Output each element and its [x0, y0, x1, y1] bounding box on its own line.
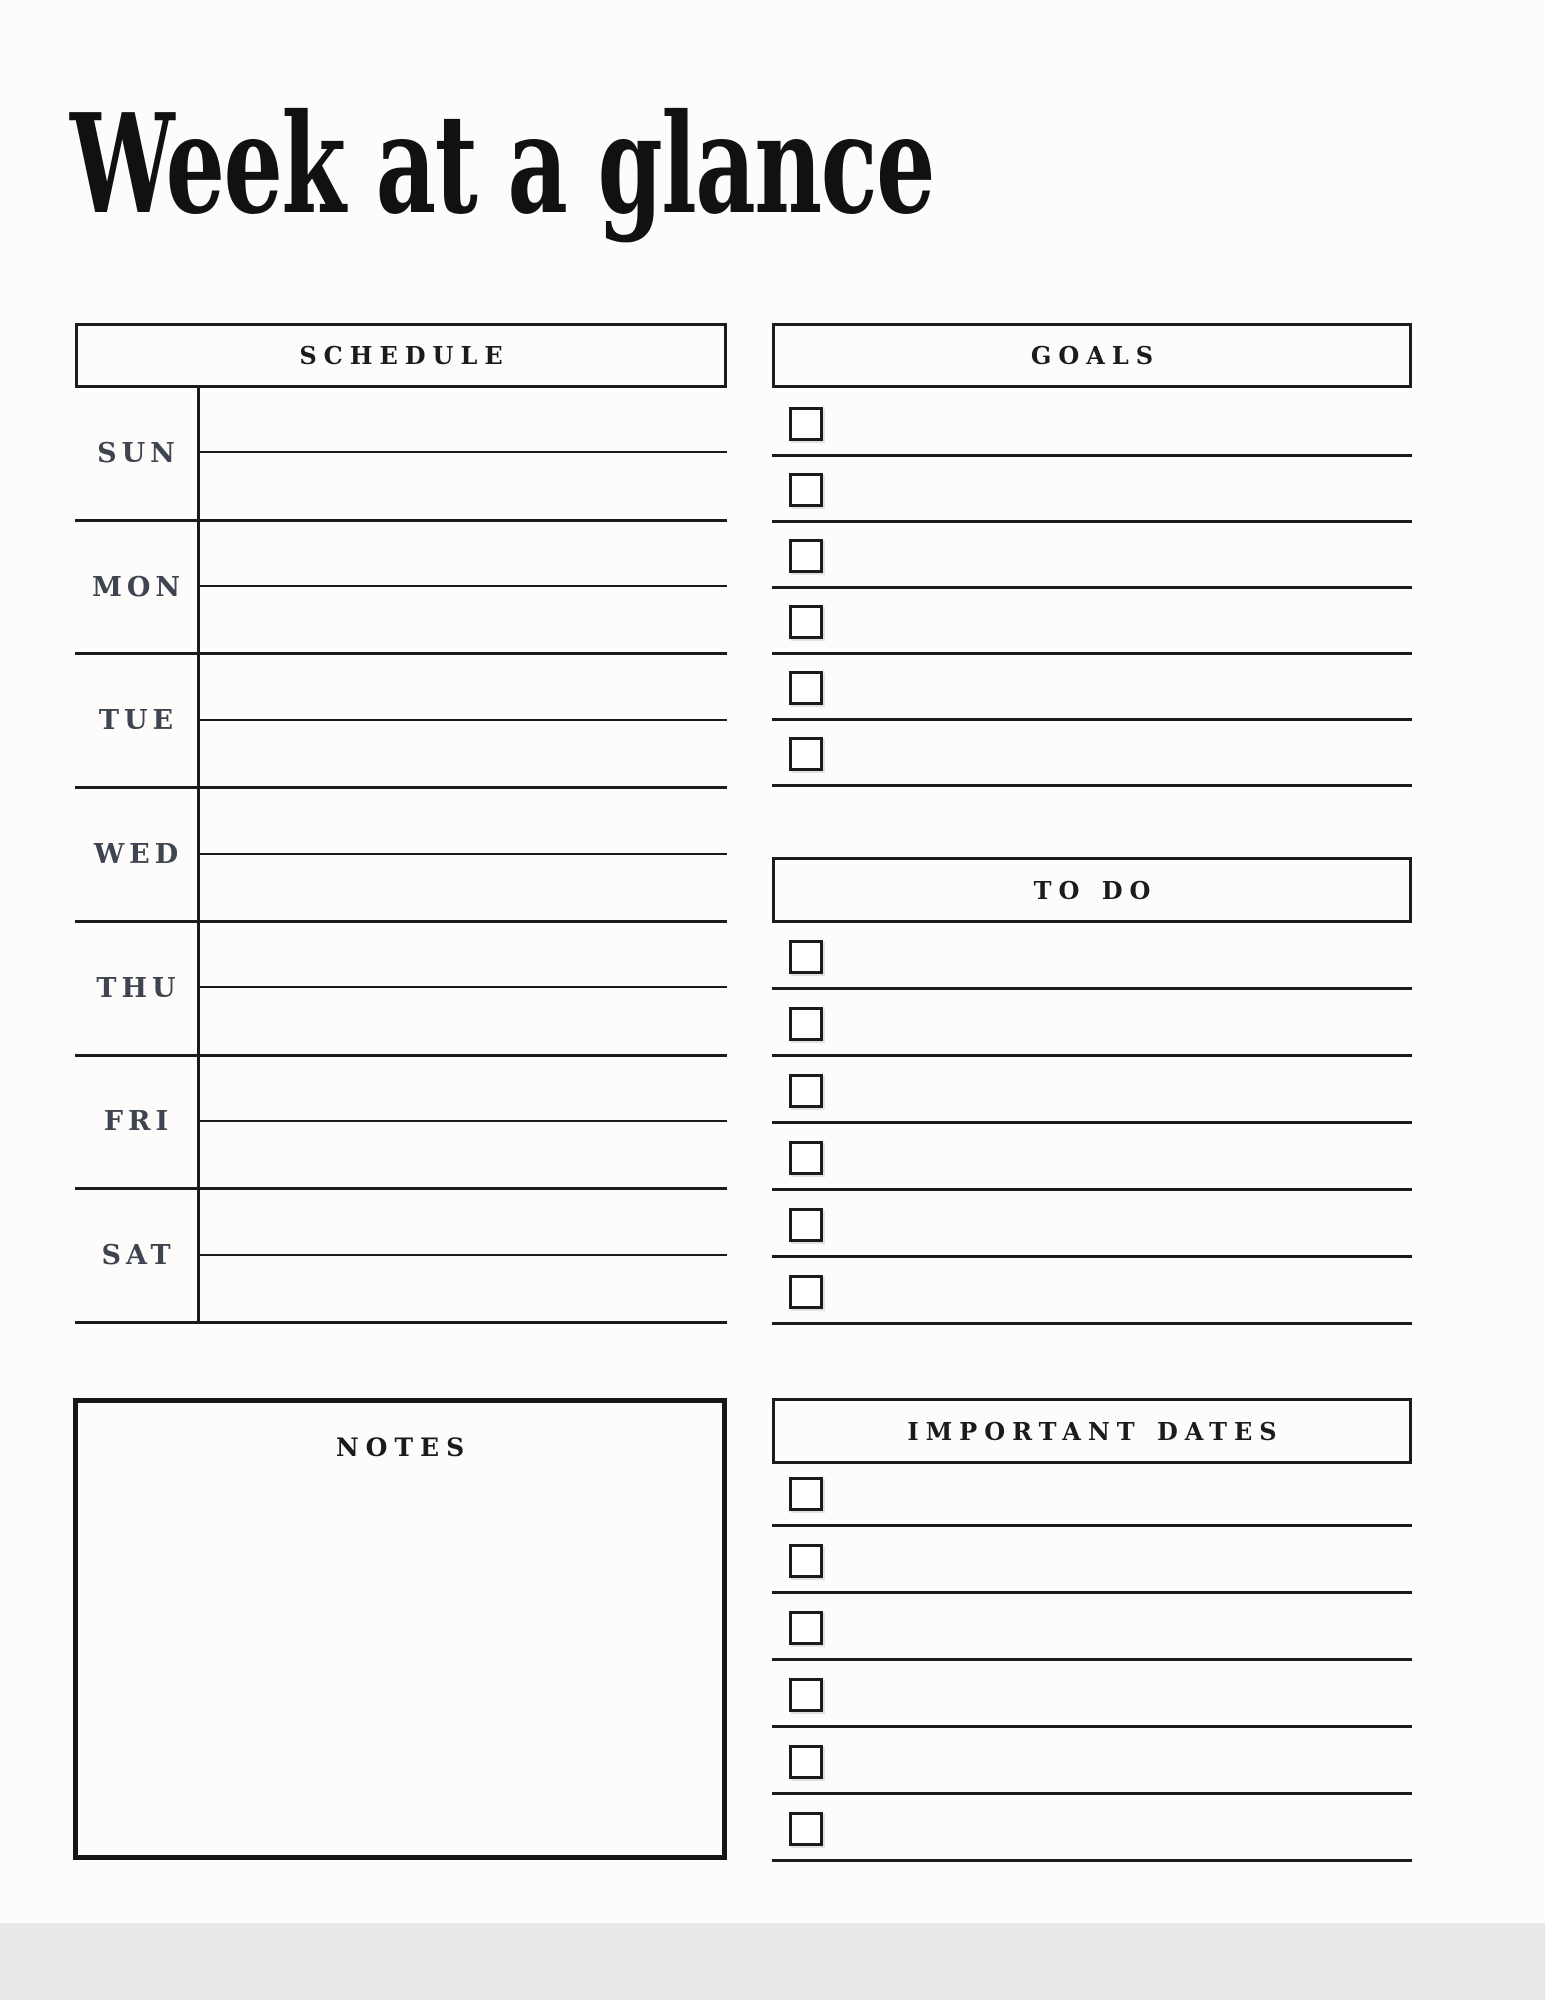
schedule-writing-line[interactable]	[200, 655, 727, 720]
important-dates-header-box	[772, 1398, 1412, 1464]
day-label-cell	[75, 1057, 197, 1188]
schedule-writing-line[interactable]	[200, 388, 727, 453]
important-dates-checkbox[interactable]	[789, 1611, 823, 1645]
goals-row[interactable]	[772, 457, 1412, 523]
schedule-writing-area[interactable]	[197, 655, 727, 786]
schedule-writing-area[interactable]	[197, 388, 727, 519]
schedule-writing-area[interactable]	[197, 789, 727, 920]
schedule-writing-line[interactable]	[200, 923, 727, 988]
schedule-row-tue	[75, 655, 727, 789]
day-label: MON	[91, 571, 186, 603]
todo-row[interactable]	[772, 1124, 1412, 1191]
important-dates-row[interactable]	[772, 1661, 1412, 1728]
important-dates-row[interactable]	[772, 1728, 1412, 1795]
todo-checkbox[interactable]	[789, 940, 823, 974]
schedule-row-sat	[75, 1190, 727, 1324]
schedule-writing-line[interactable]	[200, 1057, 727, 1122]
todo-header-box	[772, 857, 1412, 923]
goals-list	[772, 391, 1412, 787]
todo-checkbox[interactable]	[789, 1208, 823, 1242]
day-label: SUN	[97, 437, 180, 469]
todo-checkbox[interactable]	[789, 1007, 823, 1041]
goals-checkbox[interactable]	[789, 737, 823, 771]
schedule-writing-area[interactable]	[197, 1190, 727, 1321]
day-label-cell	[75, 522, 197, 653]
goals-header-label: GOALS	[1030, 341, 1161, 370]
schedule-header-label: SCHEDULE	[299, 341, 510, 370]
day-label: FRI	[103, 1106, 174, 1138]
important-dates-checkbox[interactable]	[789, 1477, 823, 1511]
important-dates-checkbox[interactable]	[789, 1745, 823, 1779]
important-dates-row[interactable]	[772, 1795, 1412, 1862]
goals-checkbox[interactable]	[789, 473, 823, 507]
day-label: SAT	[101, 1240, 176, 1272]
goals-row[interactable]	[772, 391, 1412, 457]
todo-header-label: TO DO	[1033, 875, 1158, 905]
todo-row[interactable]	[772, 1191, 1412, 1258]
day-label-cell	[75, 388, 197, 519]
notes-header-label: NOTES	[335, 1433, 472, 1462]
important-dates-list	[772, 1460, 1412, 1862]
goals-row[interactable]	[772, 721, 1412, 787]
day-label-cell	[75, 1190, 197, 1321]
important-dates-row[interactable]	[772, 1594, 1412, 1661]
schedule-writing-area[interactable]	[197, 923, 727, 1054]
goals-row[interactable]	[772, 655, 1412, 721]
schedule-writing-line[interactable]	[200, 789, 727, 854]
goals-header-box	[772, 323, 1412, 388]
important-dates-checkbox[interactable]	[789, 1544, 823, 1578]
schedule-row-fri	[75, 1057, 727, 1191]
schedule-writing-area[interactable]	[197, 1057, 727, 1188]
day-label: TUE	[98, 705, 179, 737]
goals-checkbox[interactable]	[789, 671, 823, 705]
todo-list	[772, 923, 1412, 1325]
todo-row[interactable]	[772, 990, 1412, 1057]
todo-checkbox[interactable]	[789, 1275, 823, 1309]
todo-row[interactable]	[772, 1258, 1412, 1325]
goals-row[interactable]	[772, 589, 1412, 655]
footer-strip	[0, 1923, 1545, 2000]
important-dates-row[interactable]	[772, 1527, 1412, 1594]
todo-checkbox[interactable]	[789, 1141, 823, 1175]
goals-checkbox[interactable]	[789, 407, 823, 441]
schedule-writing-line[interactable]	[200, 1190, 727, 1255]
notes-box[interactable]	[73, 1398, 727, 1860]
todo-row[interactable]	[772, 923, 1412, 990]
important-dates-row[interactable]	[772, 1460, 1412, 1527]
schedule-row-thu	[75, 923, 727, 1057]
schedule-row-wed	[75, 789, 727, 923]
day-label-cell	[75, 923, 197, 1054]
schedule-writing-line[interactable]	[200, 522, 727, 587]
schedule-row-mon	[75, 522, 727, 656]
page-title: Week at a glance	[70, 84, 935, 245]
important-dates-header-label: IMPORTANT DATES	[907, 1416, 1284, 1446]
schedule-table	[75, 388, 727, 1324]
schedule-writing-area[interactable]	[197, 522, 727, 653]
day-label: THU	[96, 972, 181, 1004]
goals-row[interactable]	[772, 523, 1412, 589]
important-dates-checkbox[interactable]	[789, 1812, 823, 1846]
goals-checkbox[interactable]	[789, 539, 823, 573]
day-label: WED	[93, 839, 184, 871]
todo-checkbox[interactable]	[789, 1074, 823, 1108]
goals-checkbox[interactable]	[789, 605, 823, 639]
todo-row[interactable]	[772, 1057, 1412, 1124]
day-label-cell	[75, 789, 197, 920]
schedule-header-box	[75, 323, 727, 388]
day-label-cell	[75, 655, 197, 786]
important-dates-checkbox[interactable]	[789, 1678, 823, 1712]
schedule-row-sun	[75, 388, 727, 522]
